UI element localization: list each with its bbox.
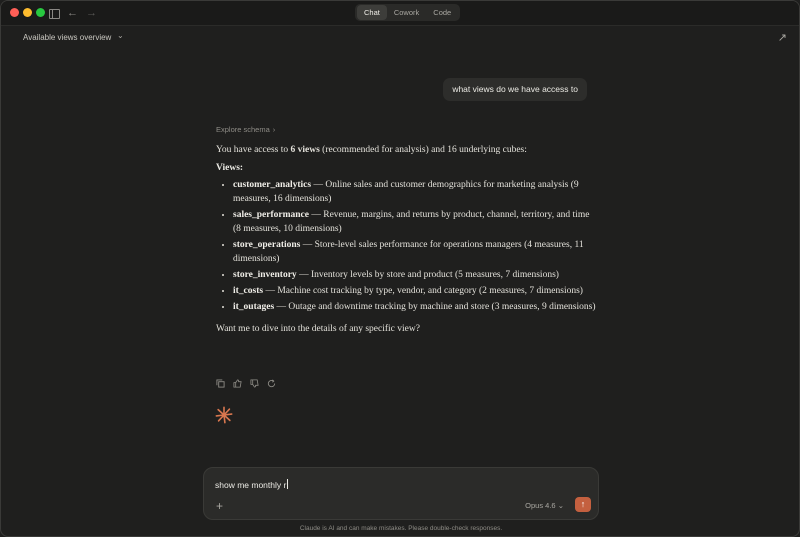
- view-name: customer_analytics: [233, 180, 312, 190]
- thumbs-up-icon[interactable]: [233, 379, 242, 388]
- view-description: — Online sales and customer demographics for marketing analysis (9 measures, 16 dimensions): [233, 180, 579, 204]
- title-bar: [1, 1, 799, 26]
- copy-icon[interactable]: [216, 379, 225, 388]
- view-description: — Revenue, margins, and returns by product, channel, territory, and time (8 measures, 10 dimensions): [233, 210, 590, 234]
- user-message: what views do we have access to: [443, 78, 587, 101]
- message-input-value: show me monthly r: [215, 480, 287, 490]
- intro-bold: 6 views: [290, 145, 320, 155]
- chevron-down-icon: ⌄: [557, 501, 564, 510]
- views-heading: Views:: [216, 163, 244, 173]
- list-item: [233, 300, 596, 314]
- claude-spark-icon: [215, 406, 233, 424]
- share-icon[interactable]: ↗: [777, 32, 787, 44]
- message-input[interactable]: [215, 479, 288, 490]
- message-composer[interactable]: [203, 467, 599, 520]
- minimize-window-button[interactable]: [23, 8, 32, 17]
- chevron-down-icon[interactable]: ⌄: [117, 31, 124, 40]
- view-description: — Machine cost tracking by type, vendor, and category (2 measures, 7 dimensions): [263, 286, 583, 296]
- conversation-header: [1, 26, 799, 48]
- back-arrow-icon[interactable]: ←: [67, 7, 78, 19]
- view-name: store_inventory: [233, 270, 297, 280]
- tab-code[interactable]: Code: [433, 8, 452, 17]
- forward-arrow-icon[interactable]: →: [86, 7, 97, 19]
- view-description: — Inventory levels by store and product (5 measures, 7 dimensions): [296, 270, 559, 280]
- views-list: [216, 178, 596, 314]
- view-description: — Store-level sales performance for operations managers (4 measures, 11 dimensions): [233, 240, 584, 264]
- list-item: [233, 208, 596, 236]
- list-item: [233, 238, 596, 266]
- model-selector[interactable]: [525, 501, 564, 510]
- view-name: it_outages: [233, 302, 275, 312]
- maximize-window-button[interactable]: [36, 8, 45, 17]
- close-window-button[interactable]: [10, 8, 19, 17]
- closing-paragraph: Want me to dive into the details of any specific view?: [216, 324, 420, 334]
- explore-schema-toggle[interactable]: [216, 125, 596, 134]
- model-name: Opus 4.6: [525, 501, 556, 510]
- retry-icon[interactable]: [267, 379, 276, 388]
- assistant-response: [216, 125, 596, 342]
- intro-paragraph: [216, 143, 596, 157]
- view-name: sales_performance: [233, 210, 309, 220]
- text-caret: [287, 479, 288, 489]
- view-name: store_operations: [233, 240, 301, 250]
- add-attachment-button[interactable]: +: [216, 499, 224, 513]
- send-button[interactable]: ↑: [575, 497, 591, 512]
- chevron-right-icon: ›: [272, 125, 276, 134]
- message-actions: [216, 379, 276, 388]
- intro-prefix: You have access to: [216, 145, 291, 155]
- tab-cowork[interactable]: Cowork: [393, 8, 420, 17]
- list-item: [233, 284, 596, 298]
- intro-suffix: (recommended for analysis) and 16 underlying cubes:: [319, 145, 527, 155]
- explore-schema-label: Explore schema: [216, 125, 270, 134]
- thumbs-down-icon[interactable]: [250, 379, 259, 388]
- sidebar-toggle-icon[interactable]: [49, 9, 60, 19]
- list-item: [233, 178, 596, 206]
- view-name: it_costs: [233, 286, 264, 296]
- conversation-title[interactable]: Available views overview: [23, 33, 112, 42]
- list-item: [233, 268, 596, 282]
- tab-chat[interactable]: Chat: [357, 5, 387, 20]
- mode-tabs: [355, 4, 460, 21]
- view-description: — Outage and downtime tracking by machine and store (3 measures, 9 dimensions): [274, 302, 596, 312]
- disclaimer-text: Claude is AI and can make mistakes. Please double-check responses.: [299, 525, 503, 532]
